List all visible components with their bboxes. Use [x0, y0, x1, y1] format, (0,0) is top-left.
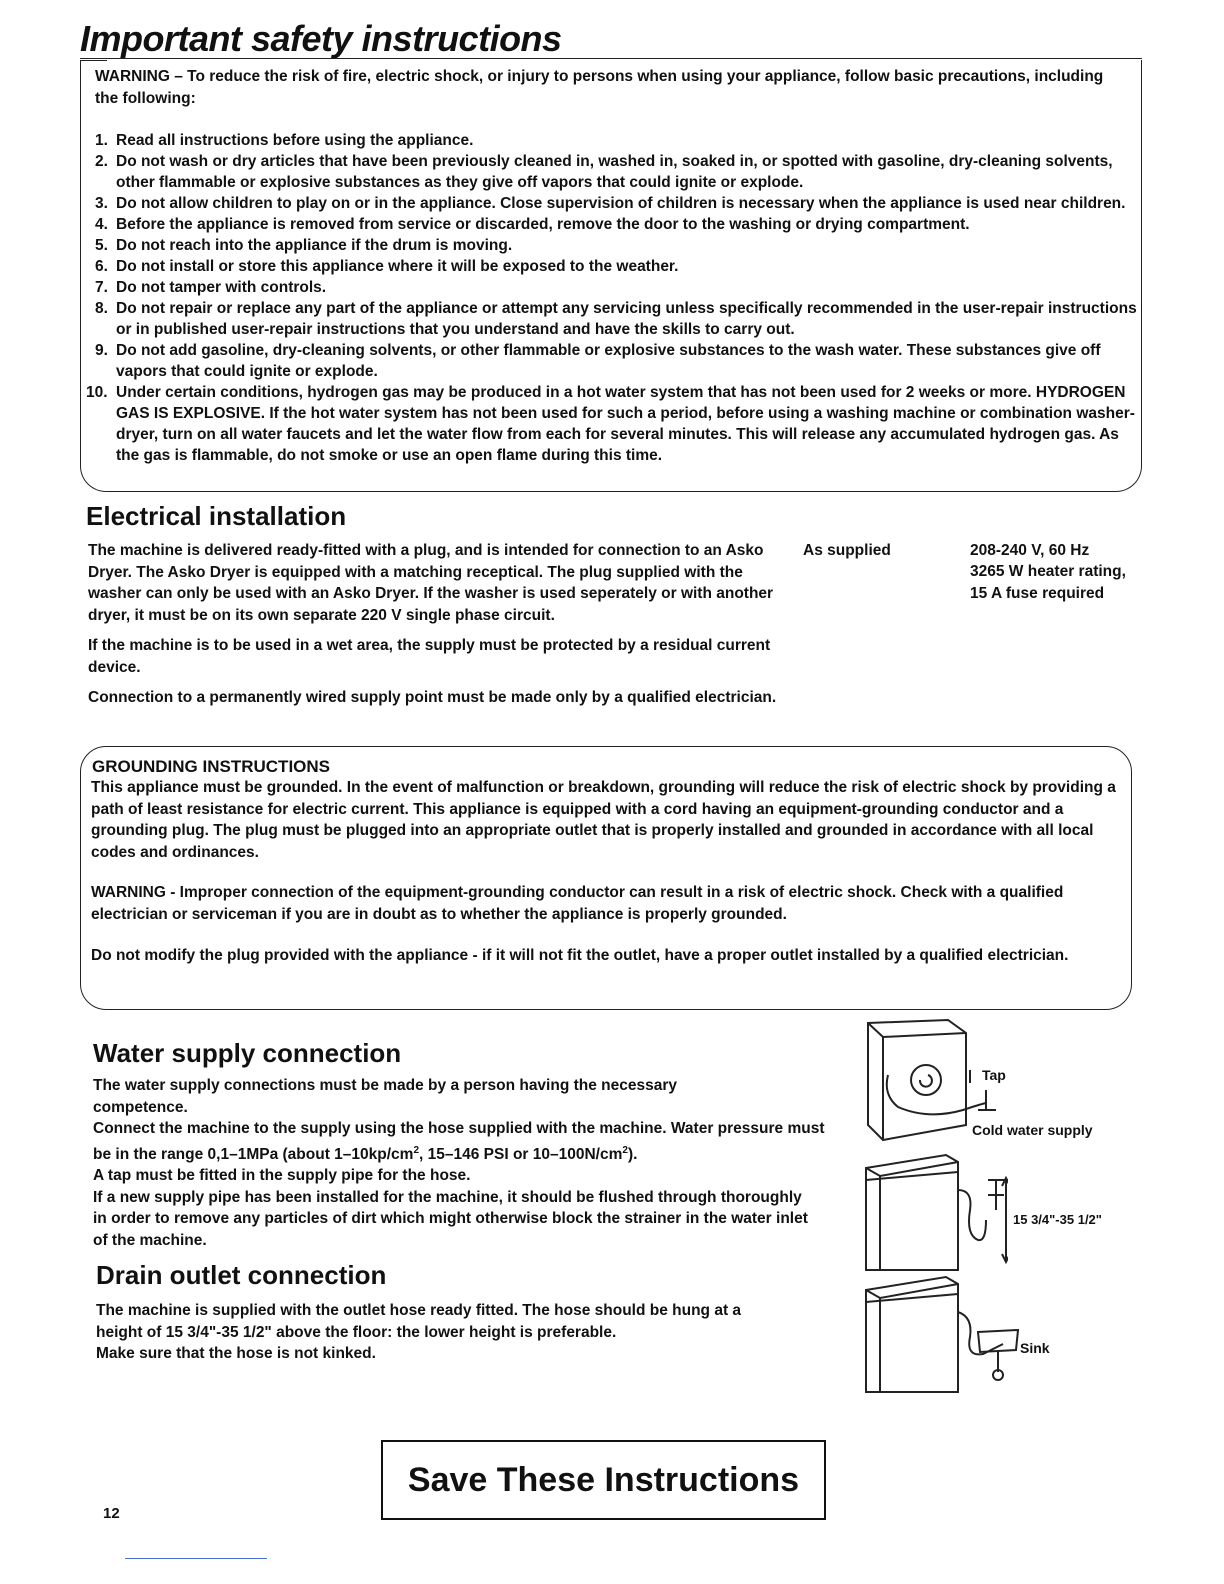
- warning-item-10: [86, 382, 1140, 466]
- warning-item-9: [95, 340, 1140, 382]
- warning-item-8: [95, 298, 1140, 340]
- spec-voltage: 208-240 V, 60 Hz: [970, 542, 1090, 559]
- drain-body: [96, 1300, 756, 1365]
- height-diagram: [858, 1150, 1008, 1275]
- cold-water-label: Cold water supply: [972, 1122, 1093, 1138]
- water-line-2: [93, 1118, 828, 1165]
- item-number: 7.: [95, 279, 108, 296]
- item-text: Do not tamper with controls.: [116, 279, 327, 296]
- warning-item-2: [95, 151, 1140, 193]
- superscript: 2: [622, 1144, 628, 1156]
- item-number: 9.: [95, 342, 108, 359]
- spec-fuse: 15 A fuse required: [970, 585, 1105, 602]
- water-line-2c: ).: [627, 1145, 638, 1163]
- grounding-heading: GROUNDING INSTRUCTIONS: [92, 757, 330, 776]
- item-text: Do not add gasoline, dry-cleaning solvents, or other flammable or explosive substances to the wash water. These substances give off vapors that could ignite or explode.: [116, 342, 1101, 380]
- item-number: 4.: [95, 216, 108, 233]
- warning-item-3: [95, 193, 1140, 214]
- electrical-para-2: If the machine is to be used in a wet area, the supply must be protected by a residual current device.: [88, 637, 771, 676]
- footer-rule: [125, 1558, 267, 1559]
- item-number: 10.: [86, 384, 108, 401]
- supplied-label: As supplied: [803, 542, 891, 559]
- water-line-2b: , 15–146 PSI or 10–100N/cm: [419, 1145, 623, 1163]
- water-line-2a: Connect the machine to the supply using the hose supplied with the machine. Water pressure must be in the range 0,1–1MPa (about 1–10kp/cm: [93, 1120, 825, 1163]
- item-text: Under certain conditions, hydrogen gas may be produced in a hot water system that has not been used for 2 weeks or more. HYDROGEN GAS IS EXPLOSIVE. If the hot water system has not been used for such a period, before using a washing machine or combination washer-dryer, turn on all water faucets and let the water flow from each for several minutes. This will release any accumulated hydrogen gas. As the gas is flammable, do not smoke or use an open flame during this time.: [116, 384, 1135, 464]
- item-number: 6.: [95, 258, 108, 275]
- item-text: Read all instructions before using the appliance.: [116, 132, 474, 149]
- grounding-para-1: This appliance must be grounded. In the event of malfunction or breakdown, grounding will reduce the risk of electric shock by providing a path of least resistance for electric current. This appliance is equipped with a cord having an equipment-grounding conductor and a grounding plug. The plug must be plugged into an appropriate outlet that is properly installed and grounded in accordance with all local codes and ordinances.: [91, 779, 1116, 861]
- save-instructions-text: Save These Instructions: [407, 1460, 800, 1499]
- tap-label: Tap: [982, 1067, 1006, 1083]
- item-text: Before the appliance is removed from service or discarded, remove the door to the washing or drying compartment.: [116, 216, 970, 233]
- page-title: Important safety instructions: [80, 18, 562, 59]
- grounding-para-3: Do not modify the plug provided with the appliance - if it will not fit the outlet, have a proper outlet installed by a qualified electrician.: [91, 947, 1069, 964]
- item-text: Do not reach into the appliance if the drum is moving.: [116, 237, 513, 254]
- page-number: 12: [103, 1505, 120, 1522]
- item-number: 8.: [95, 300, 108, 317]
- sink-label: Sink: [1020, 1340, 1050, 1356]
- warning-item-5: [95, 235, 1140, 256]
- electrical-para-1: The machine is delivered ready-fitted with a plug, and is intended for connection to an Asko Dryer. The Asko Dryer is equipped with a matching receptical. The plug supplied with the washer can only be used with an Asko Dryer. If the washer is used seperately or with another dryer, it must be on its own separate 220 V single phase circuit.: [88, 542, 774, 624]
- water-body: [93, 1075, 828, 1251]
- height-label: 15 3/4"-35 1/2": [1013, 1212, 1102, 1227]
- title-rule: [80, 58, 1142, 59]
- warning-list: [86, 130, 1140, 466]
- warning-item-6: [95, 256, 1140, 277]
- item-number: 2.: [95, 153, 108, 170]
- electrical-para-3: Connection to a permanently wired supply point must be made only by a qualified electrician.: [88, 689, 777, 706]
- warning-item-4: [95, 214, 1140, 235]
- superscript: 2: [413, 1144, 420, 1156]
- drain-line-1: [96, 1300, 756, 1343]
- item-text: Do not install or store this appliance where it will be exposed to the weather.: [116, 258, 679, 275]
- item-number: 3.: [95, 195, 108, 212]
- warning-item-7: [95, 277, 1140, 298]
- grounding-para-2: WARNING - Improper connection of the equipment-grounding conductor can result in a risk of electric shock. Check with a qualified electrician or serviceman if you are in doubt as to whether the appliance is properly grounded.: [91, 884, 1064, 923]
- water-line-1: The water supply connections must be made by a person having the necessary competence.: [93, 1077, 678, 1116]
- item-number: 5.: [95, 237, 108, 254]
- item-text: Do not repair or replace any part of the appliance or attempt any servicing unless specifically recommended in the user-repair instructions or in published user-repair instructions that you understand and have the skills to carry out.: [116, 300, 1137, 338]
- drain-heading: Drain outlet connection: [96, 1260, 387, 1290]
- warning-intro: WARNING – To reduce the risk of fire, electric shock, or injury to persons when using your appliance, follow basic precautions, including the following:: [95, 68, 1104, 107]
- sink-diagram: [858, 1272, 1028, 1397]
- item-number: 1.: [95, 132, 108, 149]
- drain-line-2: Make sure that the hose is not kinked.: [96, 1345, 376, 1362]
- drain-line-1a: The machine is supplied with the outlet hose ready fitted. The hose should be hung at a height of 15 3/4"-35 1/2" above the floor:: [96, 1302, 742, 1341]
- water-line-4: If a new supply pipe has been installed for the machine, it should be flushed through thoroughly in order to remove any particles of dirt which might otherwise block the strainer in the water inlet of the machine.: [93, 1188, 808, 1249]
- save-instructions-box: [381, 1440, 826, 1520]
- electrical-heading: Electrical installation: [86, 501, 347, 531]
- drain-emphasis: the lower height is preferable.: [396, 1323, 617, 1341]
- item-text: Do not allow children to play on or in the appliance. Close supervision of children is necessary when the appliance is used near children.: [116, 195, 1126, 212]
- item-text: Do not wash or dry articles that have been previously cleaned in, washed in, soaked in, or spotted with gasoline, dry-cleaning solvents, other flammable or explosive substances as they give off vapors that could ignite or explode.: [116, 153, 1113, 191]
- water-line-3: A tap must be fitted in the supply pipe for the hose.: [93, 1167, 471, 1185]
- water-heading: Water supply connection: [93, 1038, 402, 1068]
- spec-heater: 3265 W heater rating,: [970, 563, 1126, 580]
- warning-item-1: [95, 130, 1140, 151]
